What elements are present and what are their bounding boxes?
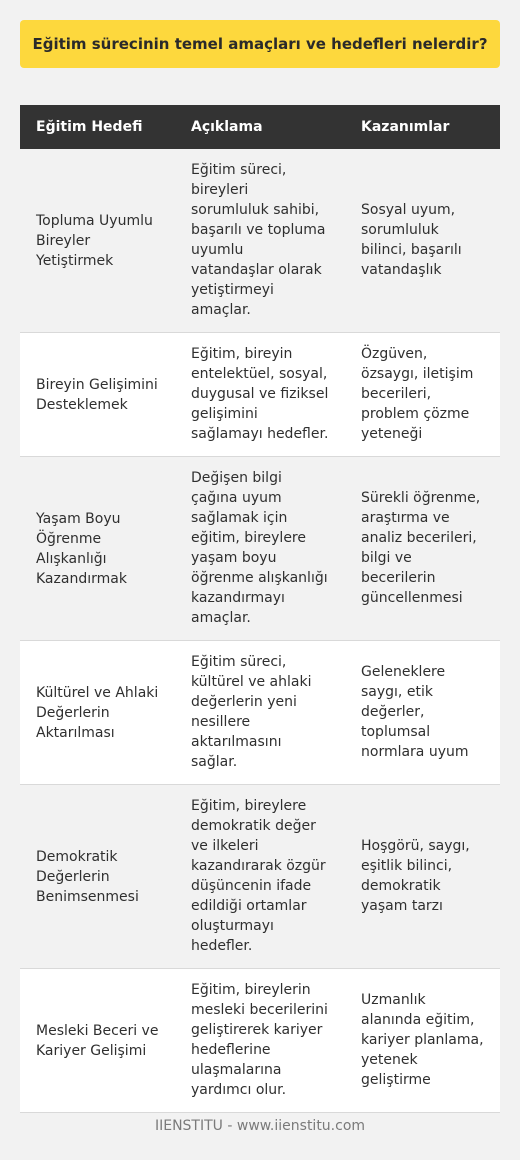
outcomes-cell: Hoşgörü, saygı, eşitlik bilinci, demokratik yaşam tarzı — [345, 785, 500, 969]
table-row — [20, 149, 500, 333]
outcomes-cell: Uzmanlık alanında eğitim, kariyer planlama, yetenek geliştirme — [345, 969, 500, 1113]
page-title: Eğitim sürecinin temel amaçları ve hedefleri nelerdir? — [20, 20, 500, 68]
table-row — [20, 641, 500, 785]
footer-credit: IIENSTITU - www.iienstitu.com — [154, 1118, 366, 1134]
table-header-row — [20, 105, 500, 149]
outcomes-cell: Sürekli öğrenme, araştırma ve analiz becerileri, bilgi ve becerilerin güncellenmesi — [345, 457, 500, 641]
description-cell: Eğitim, bireylerin mesleki becerilerini geliştirerek kariyer hedeflerine ulaşmalarına yardımcı olur. — [175, 969, 345, 1113]
goals-table — [20, 105, 500, 1113]
goal-cell: Demokratik Değerlerin Benimsenmesi — [20, 785, 175, 969]
goal-cell: Topluma Uyumlu Bireyler Yetiştirmek — [20, 149, 175, 333]
table-row — [20, 785, 500, 969]
column-header-outcomes: Kazanımlar — [345, 105, 500, 149]
outcomes-cell: Özgüven, özsaygı, iletişim becerileri, problem çözme yeteneği — [345, 333, 500, 457]
description-cell: Eğitim süreci, kültürel ve ahlaki değerlerin yeni nesillere aktarılmasını sağlar. — [175, 641, 345, 785]
description-cell: Değişen bilgi çağına uyum sağlamak için eğitim, bireylere yaşam boyu öğrenme alışkanlığı kazandırmayı amaçlar. — [175, 457, 345, 641]
goal-cell: Kültürel ve Ahlaki Değerlerin Aktarılması — [20, 641, 175, 785]
table-row — [20, 333, 500, 457]
table-row — [20, 457, 500, 641]
description-cell: Eğitim, bireyin entelektüel, sosyal, duygusal ve fiziksel gelişimini sağlamayı hedefler. — [175, 333, 345, 457]
description-cell: Eğitim süreci, bireyleri sorumluluk sahibi, başarılı ve topluma uyumlu vatandaşlar olarak yetiştirmeyi amaçlar. — [175, 149, 345, 333]
goal-cell: Bireyin Gelişimini Desteklemek — [20, 333, 175, 457]
outcomes-cell: Geleneklere saygı, etik değerler, toplumsal normlara uyum — [345, 641, 500, 785]
description-cell: Eğitim, bireylere demokratik değer ve ilkeleri kazandırarak özgür düşüncenin ifade edildiği ortamlar oluşturmayı hedefler. — [175, 785, 345, 969]
column-header-goal: Eğitim Hedefi — [20, 105, 175, 149]
outcomes-cell: Sosyal uyum, sorumluluk bilinci, başarılı vatandaşlık — [345, 149, 500, 333]
column-header-description: Açıklama — [175, 105, 345, 149]
goal-cell: Yaşam Boyu Öğrenme Alışkanlığı Kazandırmak — [20, 457, 175, 641]
goal-cell: Mesleki Beceri ve Kariyer Gelişimi — [20, 969, 175, 1113]
table-row — [20, 969, 500, 1113]
